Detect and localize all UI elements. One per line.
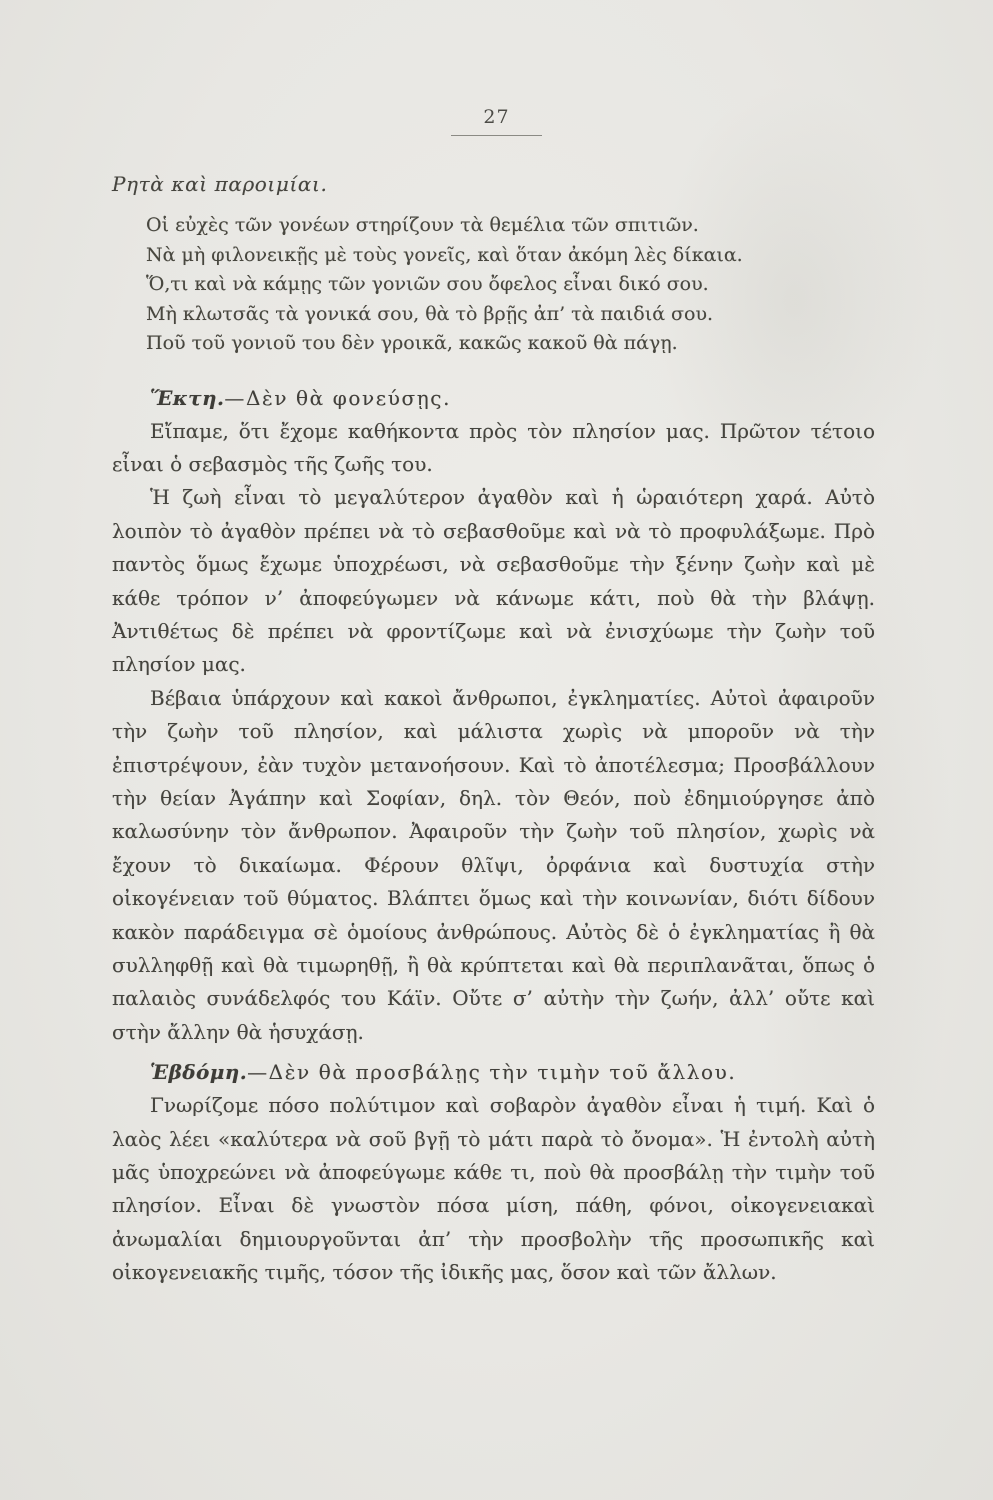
body-paragraph: Ἡ ζωὴ εἶναι τὸ μεγαλύτερον ἀγαθὸν καὶ ἡ ὡραιότερη χαρά. Αὐτὸ λοιπὸν τὸ ἀγαθὸν πρέπει νὰ τὸ σεβασθοῦμε καὶ νὰ τὸ προφυλάξωμε. Πρὸ παντὸς ὅμως ἔχωμε ὑποχρέωσι, νὰ σεβασθοῦμε τὴν ξένην ζωὴν καὶ μὲ κάθε τρόπον ν’ ἀποφεύγωμεν νὰ κάνωμε κάτι, ποὺ θὰ τὴν βλάψῃ. Ἀντιθέτως δὲ πρέπει νὰ φροντίζωμε καὶ νὰ ἐνισχύωμε τὴν ζωὴν τοῦ πλησίον μας. (112, 485, 875, 677)
commandment-seventh-text: —Δὲν θὰ προσβάλῃς τὴν τιμὴν τοῦ ἄλλου. (247, 1060, 737, 1085)
proverb-line-5: Ποῦ τοῦ γονιοῦ του δὲν γροικᾶ, κακῶς κακοῦ θὰ πάγῃ. (146, 332, 678, 354)
page-number: 27 (451, 106, 541, 136)
page-content (0, 136, 993, 1290)
proverbs-list (146, 211, 875, 359)
commandment-sixth-heading (112, 381, 875, 415)
proverb-line-2: Νὰ μὴ φιλονεικῇς μὲ τοὺς γονεῖς, καὶ ὅταν ἀκόμη λὲς δίκαια. (146, 243, 743, 266)
body-paragraph: Γνωρίζομε πόσο πολύτιμον καὶ σοβαρὸν ἀγαθὸν εἶναι ἡ τιμή. Καὶ ὁ λαὸς λέει «καλύτερα νὰ σοῦ βγῇ τὸ μάτι παρὰ τὸ ὄνομα». Ἡ ἐντολὴ αὐτὴ μᾶς ὑποχρεώνει νὰ ἀποφεύγωμε κάθε τι, ποὺ θὰ προσβάλῃ τὴν τιμὴν τοῦ πλησίον. Εἶναι δὲ γνωστὸν πόσα μίση, πάθη, φόνοι, οἰκογενειακαὶ ἀνωμαλίαι δημιουργοῦνται ἀπ’ τὴν προσβολὴν τῆς προσωπικῆς καὶ οἰκογενειακῆς τιμῆς, τόσον τῆς ἰδικῆς μας, ὅσον καὶ τῶν ἄλλων. (112, 1093, 875, 1285)
commandment-sixth-title: Ἕκτη. (150, 385, 225, 410)
proverb-line-3: Ὅ,τι καὶ νὰ κάμῃς τῶν γονιῶν σου ὄφελος εἶναι δικό σου. (146, 273, 709, 295)
proverbs-section-heading: Ρητὰ καὶ παροιμίαι. (112, 172, 328, 196)
page-header (0, 0, 993, 136)
commandment-seventh-title: Ἑβδόμη. (150, 1060, 248, 1085)
proverb-line-4: Μὴ κλωτσᾶς τὰ γονικά σου, θὰ τὸ βρῇς ἀπ’ τὰ παιδιά σου. (146, 302, 714, 325)
body-paragraph: Εἴπαμε, ὅτι ἔχομε καθήκοντα πρὸς τὸν πλησίον μας. Πρῶτον τέτοιο εἶναι ὁ σεβασμὸς τῆς ζωῆς του. (112, 418, 875, 476)
proverb-line-1: Οἱ εὐχὲς τῶν γονέων στηρίζουν τὰ θεμέλια τῶν σπιτιῶν. (146, 214, 699, 236)
body-paragraph: Βέβαια ὑπάρχουν καὶ κακοὶ ἄνθρωποι, ἐγκληματίες. Αὐτοὶ ἀφαιροῦν τὴν ζωὴν τοῦ πλησίον, καὶ μάλιστα χωρὶς νὰ μποροῦν νὰ τὴν ἐπιστρέψουν, ἐὰν τυχὸν μετανοήσουν. Καὶ τὸ ἀποτέλεσμα; Προσβάλλουν τὴν θείαν Ἀγάπην καὶ Σοφίαν, δηλ. τὸν Θεόν, ποὺ ἐδημιούργησε ἀπὸ καλωσύνην τὸν ἄνθρωπον. Ἀφαιροῦν τὴν ζωὴν τοῦ πλησίον, χωρὶς νὰ ἔχουν τὸ δικαίωμα. Φέρουν θλῖψι, ὀρφάνια καὶ δυστυχία στὴν οἰκογένειαν τοῦ θύματος. Βλάπτει ὅμως καὶ τὴν κοινωνίαν, διότι δίδουν κακὸν παράδειγμα σὲ ὁμοίους ἀνθρώπους. Αὐτὸς δὲ ὁ ἐγκληματίας ἢ θὰ συλληφθῇ καὶ θὰ τιμωρηθῇ, ἢ θὰ κρύπτεται καὶ θὰ περιπλανᾶται, ὅπως ὁ παλαιὸς συνάδελφός του Κάϊν. Οὔτε σ’ αὐτὴν τὴν ζωήν, ἀλλ’ οὔτε καὶ στὴν ἄλλην θὰ ἡσυχάσῃ. (112, 685, 875, 1044)
commandment-sixth-text: —Δὲν θὰ φονεύσῃς. (224, 385, 452, 410)
commandment-seventh-heading (112, 1055, 875, 1089)
